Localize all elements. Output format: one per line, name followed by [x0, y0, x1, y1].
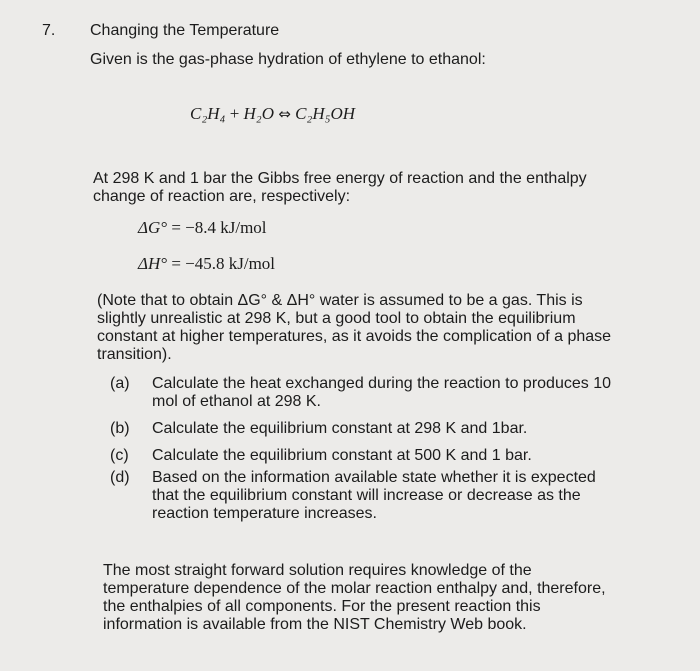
- part-d: [110, 469, 596, 523]
- part-d-line-1: Based on the information available state whether it is expected: [152, 469, 596, 486]
- delta-h-equation: [138, 254, 275, 274]
- part-d-label: (d): [110, 469, 130, 486]
- product-ethanol: C₂H₅OH: [295, 104, 356, 123]
- plus-sign: +: [229, 104, 240, 123]
- conditions-line-1: At 298 K and 1 bar the Gibbs free energy of reaction and the enthalpy: [93, 170, 587, 187]
- note-line-4: transition).: [97, 346, 172, 363]
- part-a: [110, 375, 611, 411]
- note-line-2: slightly unrealistic at 298 K, but a good tool to obtain the equilibrium: [97, 310, 576, 327]
- part-c-label: (c): [110, 447, 129, 464]
- part-d-line-2: that the equilibrium constant will increase or decrease as the: [152, 487, 581, 504]
- delta-h-symbol: ΔH°: [138, 254, 168, 273]
- part-b: [110, 420, 527, 438]
- footer-line-3: the enthalpies of all components. For the present reaction this: [103, 598, 541, 615]
- part-a-line-2: mol of ethanol at 298 K.: [152, 393, 321, 410]
- note-paragraph: [97, 292, 687, 364]
- conditions-paragraph: [93, 170, 683, 206]
- delta-g-symbol: ΔG°: [138, 218, 168, 237]
- part-b-line-1: Calculate the equilibrium constant at 298 K and 1bar.: [152, 420, 528, 437]
- equilibrium-arrow-icon: ⇔: [278, 105, 291, 123]
- note-line-3: constant at higher temperatures, as it avoids the complication of a phase: [97, 328, 612, 345]
- part-b-label: (b): [110, 420, 130, 437]
- reactant-ethylene: C₂H₄: [190, 104, 226, 123]
- footer-paragraph: [103, 562, 683, 634]
- delta-g-value: = −8.4 kJ/mol: [171, 218, 267, 237]
- reaction-equation: [190, 104, 355, 124]
- part-a-label: (a): [110, 375, 130, 392]
- delta-g-equation: [138, 218, 267, 238]
- footer-line-4: information is available from the NIST Chemistry Web book.: [103, 616, 527, 633]
- part-c-line-1: Calculate the equilibrium constant at 500 K and 1 bar.: [152, 447, 532, 464]
- question-number: 7.: [42, 22, 56, 39]
- question-intro: Given is the gas-phase hydration of ethylene to ethanol:: [90, 51, 486, 68]
- reactant-water: H₂O: [243, 104, 274, 123]
- part-d-line-3: reaction temperature increases.: [152, 505, 377, 522]
- delta-h-value: = −45.8 kJ/mol: [171, 254, 276, 273]
- part-a-line-1: Calculate the heat exchanged during the reaction to produces 10: [152, 375, 611, 392]
- footer-line-2: temperature dependence of the molar reaction enthalpy and, therefore,: [103, 580, 606, 597]
- question-title: Changing the Temperature: [90, 22, 280, 39]
- footer-line-1: The most straight forward solution requires knowledge of the: [103, 562, 532, 579]
- conditions-line-2: change of reaction are, respectively:: [93, 188, 351, 205]
- note-line-1: (Note that to obtain ΔG° & ΔH° water is assumed to be a gas. This is: [97, 292, 583, 309]
- part-c: [110, 447, 532, 465]
